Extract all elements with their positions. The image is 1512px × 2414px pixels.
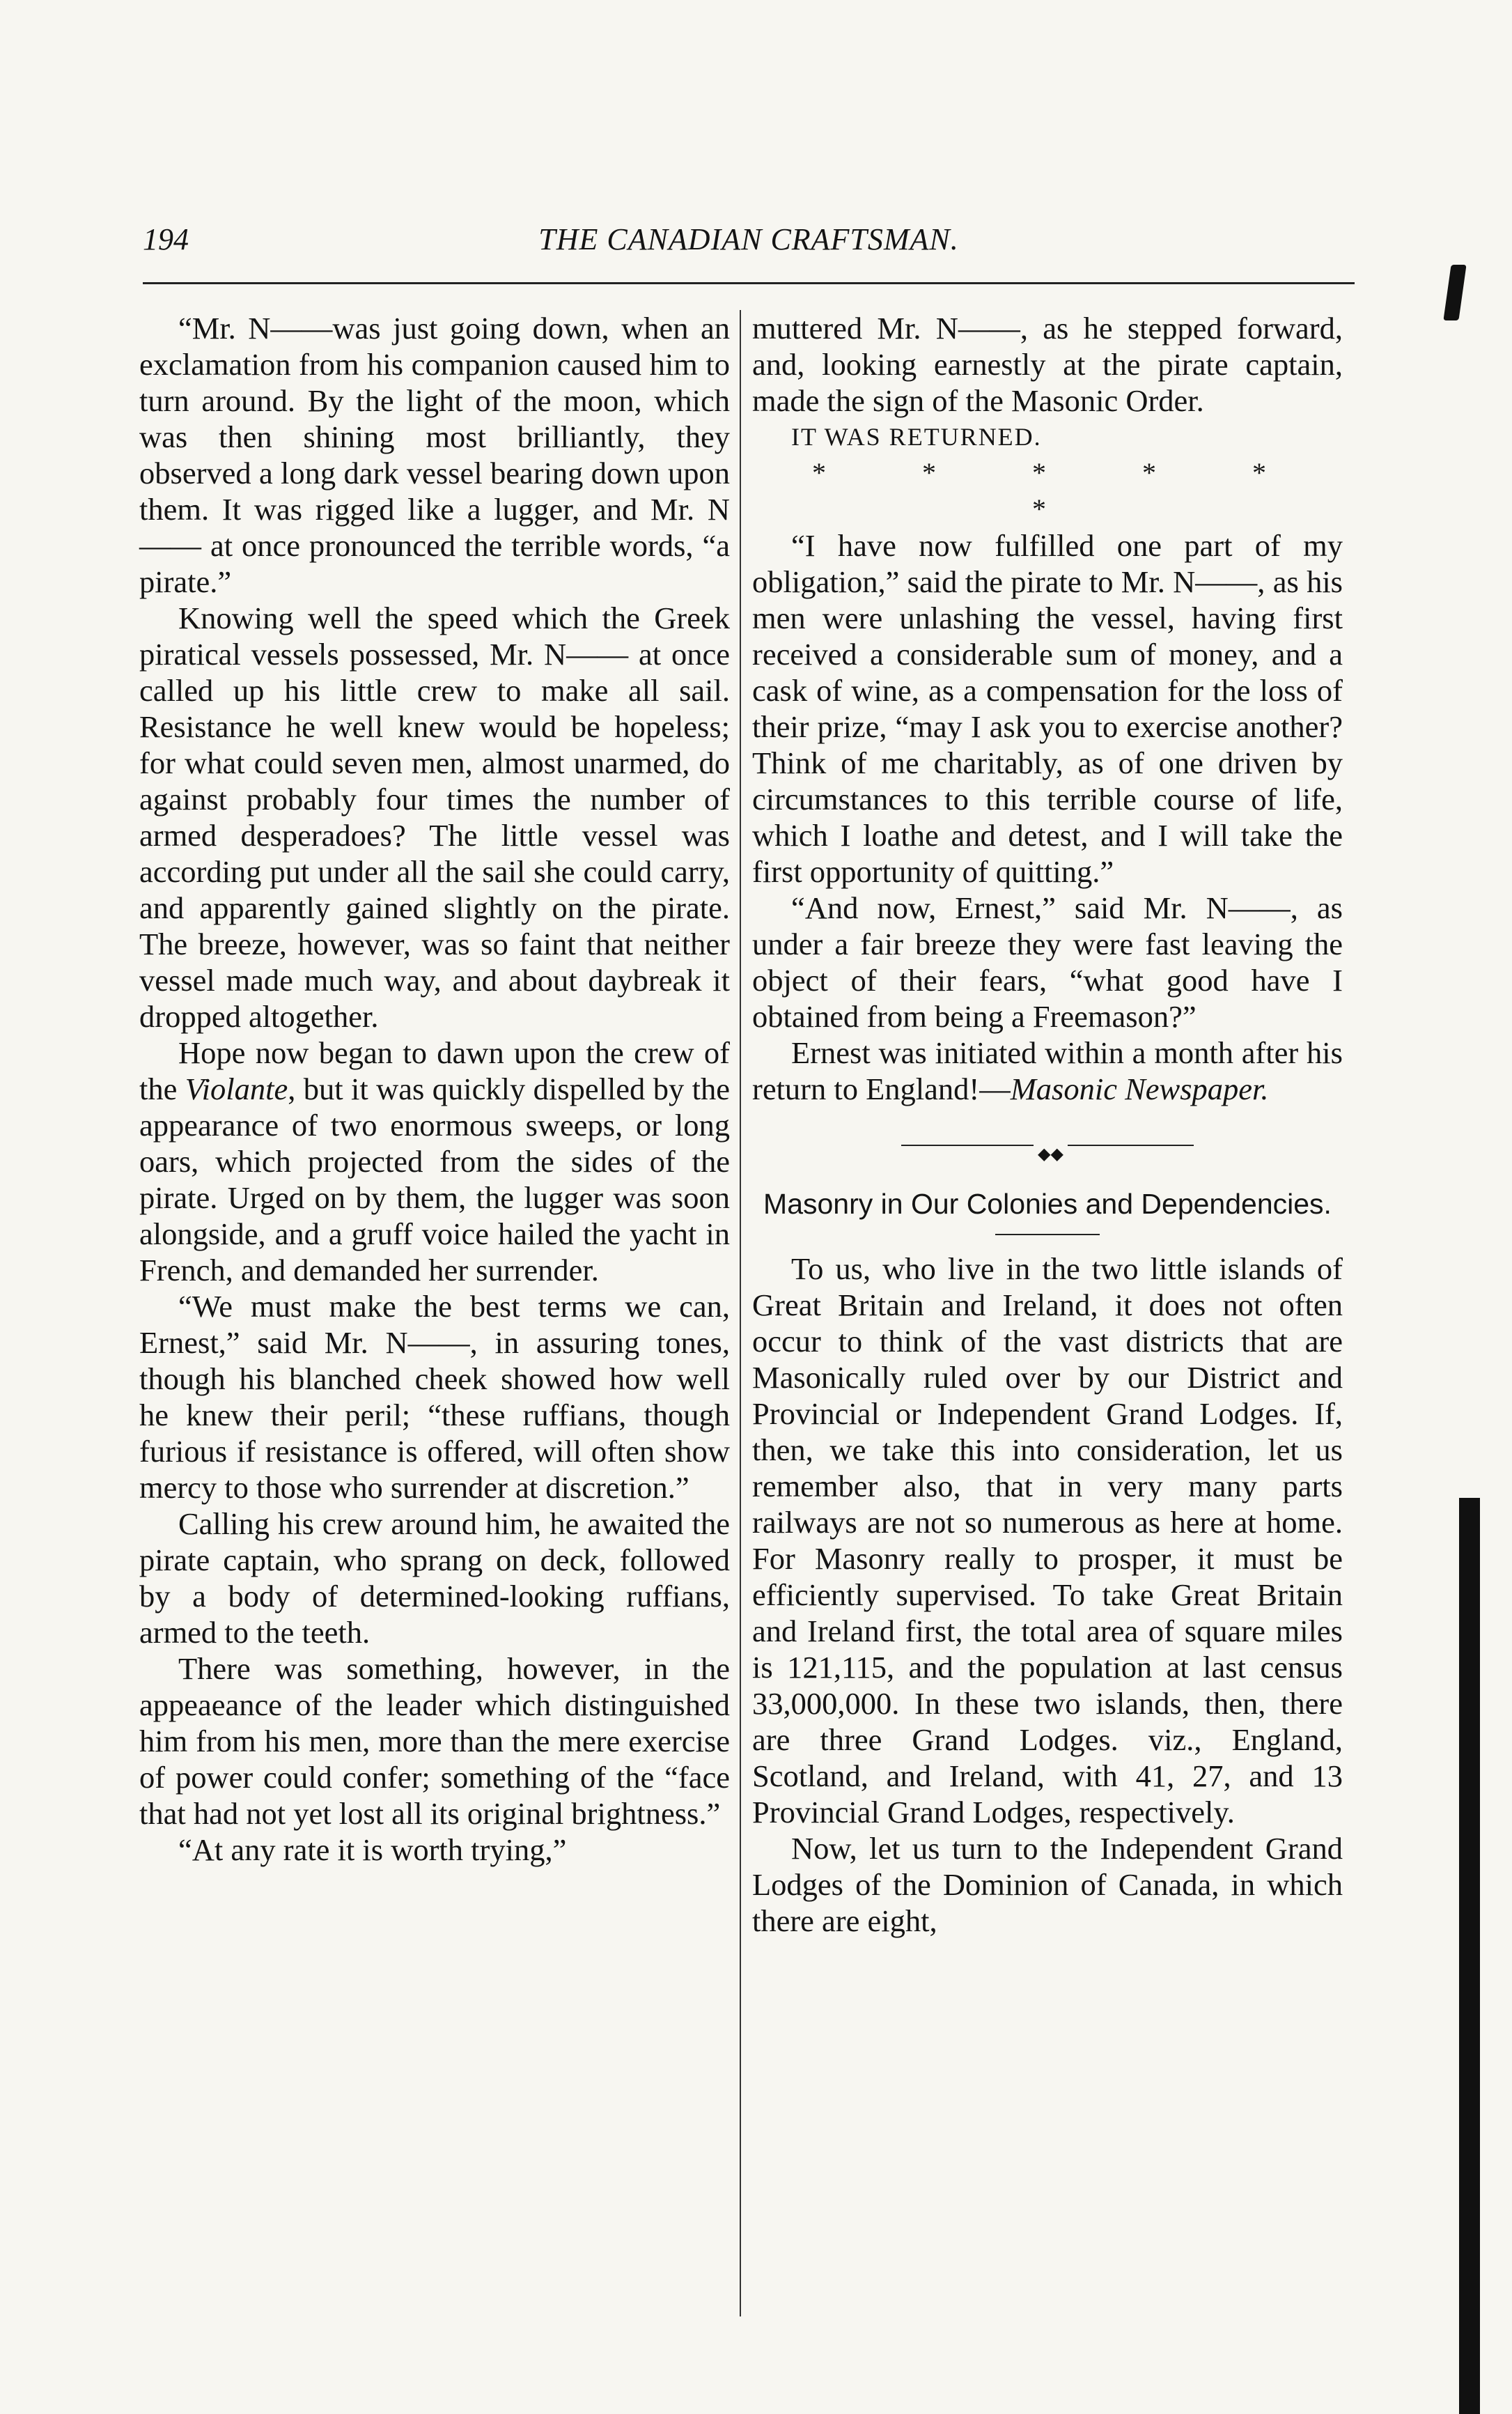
paragraph-text: Hope now began to dawn upon the crew of the — [139, 1035, 730, 1106]
returned-line: IT WAS RETURNED. — [791, 423, 1042, 451]
scan-artifact-edge — [1459, 1498, 1480, 2414]
paragraph-text: Ernest was initiated within a month after his return to England!— — [752, 1035, 1343, 1106]
paragraph: “I have now fulfilled one part of my obligation,” said the pirate to Mr. N——, as his men were unlashing the vessel, having first received a considerable sum of money, and a cask of wine, as a compensation for the loss of their prize, “may I ask you to exercise another? Think of me charitably, as of one driven by circumstances to this terrible course of life, which I loathe and detest, and I will take the first opportunity of quitting.” — [752, 528, 1343, 889]
paragraph: “And now, Ernest,” said Mr. N——, as under a fair breeze they were fast leaving the object of their fears, “what good have I obtained from being a Freemason?” — [752, 890, 1343, 1034]
source-citation: Masonic Newspaper. — [1010, 1071, 1269, 1106]
paragraph: To us, who live in the two little islands of Great Britain and Ireland, it does not often occur to think of the vast districts that are Masonically ruled over by our District and Provincial or Independent Grand Lodges. If, then, we take this into consideration, let us remember also, that in very many parts railways are not so numerous as here at home. For Masonry really to prosper, it must be efficiently supervised. To take Great Britain and Ireland first, the total area of square miles is 121,115, and the population at last census 33,000,000. In these two islands, then, there are three Grand Lodges. viz., England, Scotland, and Ireland, with 41, 27, and 13 Provincial Grand Lodges, respectively. — [752, 1251, 1343, 1829]
section-ornament — [901, 1145, 1194, 1163]
page-number: 194 — [143, 222, 189, 256]
paragraph — [139, 1035, 730, 1288]
header-rule — [143, 282, 1355, 284]
right-column — [752, 310, 1343, 1939]
paragraph: muttered Mr. N——, as he stepped forward, and, looking earnestly at the pirate captain, made the sign of the Masonic Order. — [752, 311, 1343, 418]
column-divider — [740, 310, 741, 2316]
paragraph: Now, let us turn to the Independent Grand Lodges of the Dominion of Canada, in which there are eight, — [752, 1831, 1343, 1938]
page-header — [143, 222, 1355, 270]
diamond-ornament-icon: ◆◆ — [1034, 1136, 1068, 1173]
paragraph-text: , but it was quickly dispelled by the appearance of two enormous sweeps, or long oars, which projected from the sides of the pirate. Urged on by them, the lugger was soon alongside, and a gruff voice hailed the yacht in French, and demanded her surrender. — [139, 1071, 730, 1287]
section-heading: Masonry in Our Colonies and Dependencies. — [763, 1188, 1332, 1220]
paragraph: There was something, however, in the appeaeance of the leader which distinguished him from his men, more than the mere exercise of power could confer; something of the “face that had not yet lost all its original brightness.” — [139, 1651, 730, 1831]
ship-name: Violante — [185, 1071, 288, 1106]
paragraph: Calling his crew around him, he awaited the pirate captain, who sprang on deck, followed by a body of determined-looking ruffians, armed to the teeth. — [139, 1506, 730, 1650]
paragraph: Knowing well the speed which the Greek piratical vessels possessed, Mr. N—— at once called up his little crew to make all sail. Resistance he well knew would be hopeless; for what could seven men, almost unarmed, do against probably four times the number of armed desperadoes? The little vessel was according put under all the sail she could carry, and apparently gained slightly on the pirate. The breeze, however, was so faint that neither vessel made much way, and about daybreak it dropped altogether. — [139, 601, 730, 1034]
paragraph — [752, 1035, 1343, 1107]
paragraph: “Mr. N——was just going down, when an exclamation from his companion caused him to turn around. By the light of the moon, which was then shining most brilliantly, they observed a long dark vessel bearing down upon them. It was rigged like a lugger, and Mr. N—— at once pronounced the terrible words, “a pirate.” — [139, 311, 730, 599]
running-title: THE CANADIAN CRAFTSMAN. — [538, 222, 959, 256]
paragraph: “At any rate it is worth trying,” — [178, 1832, 567, 1867]
asterisk-break: * * * * * * — [812, 457, 1311, 525]
heading-rule — [995, 1234, 1100, 1235]
scan-artifact-mark — [1443, 265, 1466, 320]
paragraph: “We must make the best terms we can, Ernest,” said Mr. N——, in assuring tones, though his blanched cheek showed how well he knew their peril; “these ruffians, though furious if resistance is offered, will often show mercy to those who surrender at discretion.” — [139, 1289, 730, 1505]
left-column — [139, 310, 730, 1868]
